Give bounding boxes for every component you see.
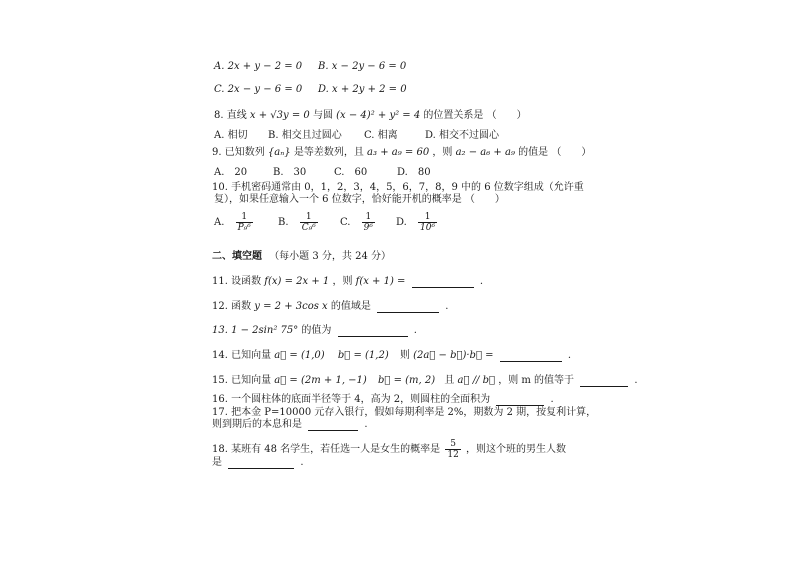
q10-option-a-label: A. xyxy=(214,217,225,228)
q9-stem xyxy=(212,147,591,159)
q13-answer-blank[interactable] xyxy=(338,326,408,337)
q15-stem-a: 15. 已知向量 xyxy=(212,375,272,386)
q11-stem-math2: f(x + 1) = xyxy=(355,276,406,287)
q16-stem: 16. 一个圆柱体的底面半径等于 4，高为 2，则圆柱的全面积为 xyxy=(212,394,491,405)
q14-stem-math3: (2a⃗ − b⃗)·b⃗ = xyxy=(413,350,494,361)
q18-stem-b: ，则这个班的男生人数 xyxy=(466,444,566,455)
q18-fraction xyxy=(445,439,460,460)
q14 xyxy=(212,350,571,362)
section-2-title: 二、填空题 xyxy=(212,251,262,262)
q17-stem-end: . xyxy=(364,419,368,430)
q18-fraction-den: 12 xyxy=(447,450,459,460)
q14-stem-math2: b⃗ = (1,2) xyxy=(337,350,389,361)
q9-stem-a: 9. 已知数列 xyxy=(212,147,265,158)
q15-stem-math2: b⃗ = (m, 2) xyxy=(378,375,436,386)
q8-option-a: A. 相切 xyxy=(214,130,248,141)
q7-option-b-text: B. x − 2y − 6 = 0 xyxy=(318,61,407,72)
q11-stem-end: . xyxy=(479,276,484,287)
q10-option-d-label: D. xyxy=(396,217,407,228)
q9-stem-c: ，则 xyxy=(432,147,453,158)
q13 xyxy=(212,325,417,337)
q10-option-c-den: 9⁶ xyxy=(363,223,374,233)
q10-option-b xyxy=(278,212,320,233)
q10-option-a-num: 1 xyxy=(236,212,253,223)
q17-answer-blank[interactable] xyxy=(308,420,358,431)
q15-stem-end: . xyxy=(634,375,638,386)
q17-line1: 17. 把本金 P=10000 元存入银行，假如每期利率是 2%，期数为 2 期，按复利计算， xyxy=(212,407,597,418)
q18-stem-line2: 是 xyxy=(212,457,222,468)
q8-option-b: B. 相交且过圆心 xyxy=(268,130,342,141)
q8-stem-math1: x + √3y = 0 xyxy=(249,110,310,121)
q8-option-c: C. 相离 xyxy=(364,130,398,141)
q11-answer-blank[interactable] xyxy=(412,277,474,288)
q10-option-a-den: P₉⁶ xyxy=(237,223,251,233)
q9-stem-math2: a₃ + a₉ = 60 xyxy=(367,147,430,158)
q11-stem-a: 11. 设函数 xyxy=(212,276,262,287)
q13-stem-b: 的值为 xyxy=(301,325,332,336)
q9-option-d: D. 80 xyxy=(397,167,431,178)
q16 xyxy=(212,394,554,406)
q10-option-b-label: B. xyxy=(278,217,289,228)
q7-option-a xyxy=(214,61,302,73)
q8-stem-b: 与圆 xyxy=(312,110,333,121)
q10-option-b-num: 1 xyxy=(300,212,318,223)
q17-stem-line2: 则到期后的本息和是 xyxy=(212,419,302,430)
q10-option-b-fraction xyxy=(300,212,318,233)
q10-option-c-label: C. xyxy=(340,217,351,228)
q15-stem-math1: a⃗ = (2m + 1, −1) xyxy=(274,375,367,386)
q10-option-d-num: 1 xyxy=(418,212,437,223)
q9-stem-b: 是等差数列，且 xyxy=(293,147,364,158)
q13-stem-math: 13. 1 − 2sin² 75° xyxy=(212,325,299,336)
q12 xyxy=(212,301,448,313)
q9-option-a: A. 20 xyxy=(214,167,248,178)
q9-option-c: C. 60 xyxy=(334,167,368,178)
q10-option-c-fraction xyxy=(362,212,375,233)
q10-option-a-fraction xyxy=(236,212,253,233)
q15-stem-math3: a⃗ // b⃗ xyxy=(457,375,496,386)
q10-option-b-den: C₉⁶ xyxy=(301,223,316,233)
q9-stem-math1: {aₙ} xyxy=(267,147,291,158)
q11-stem-math: f(x) = 2x + 1 xyxy=(264,276,330,287)
q12-stem-b: 的值域是 xyxy=(330,301,371,312)
q15-stem-b: 且 xyxy=(444,375,455,386)
q10-option-d xyxy=(396,212,439,233)
q12-stem-math: y = 2 + 3cos x xyxy=(254,301,328,312)
q18-line2 xyxy=(212,457,304,469)
q18-answer-blank[interactable] xyxy=(228,458,294,469)
q15 xyxy=(212,375,638,387)
q17-line2 xyxy=(212,419,368,431)
q18-stem-end: . xyxy=(300,457,304,468)
q15-stem-c: ，则 m 的值等于 xyxy=(498,375,575,386)
q12-stem-end: . xyxy=(445,301,449,312)
q7-option-c-text: C. 2x − y − 6 = 0 xyxy=(214,84,303,95)
q7-option-c xyxy=(214,84,302,96)
section-2-note: （每小题 3 分，共 24 分） xyxy=(269,251,391,262)
q8-stem-c: 的位置关系是 （ ） xyxy=(423,110,527,121)
q15-answer-blank[interactable] xyxy=(580,376,628,387)
q9-stem-math3: a₂ − a₆ + a₉ xyxy=(455,147,515,158)
q12-answer-blank[interactable] xyxy=(377,302,439,313)
section-2-header xyxy=(212,251,391,263)
q8-stem xyxy=(214,110,527,122)
q14-answer-blank[interactable] xyxy=(500,351,562,362)
q10-option-d-fraction xyxy=(418,212,437,233)
q11 xyxy=(212,276,483,288)
q8-option-d: D. 相交不过圆心 xyxy=(425,130,500,141)
q16-stem-end: . xyxy=(550,394,554,405)
q10-option-c xyxy=(340,212,377,233)
q10-option-d-den: 10⁶ xyxy=(420,223,436,233)
q18-fraction-num: 5 xyxy=(445,439,460,450)
q10-stem-line1: 10. 手机密码通常由 0，1，2，3，4，5，6，7，8，9 中的 6 位数字组成（允许重 xyxy=(212,182,584,193)
q9-stem-d: 的值是 （ ） xyxy=(518,147,592,158)
q8-stem-math2: (x − 4)² + y² = 4 xyxy=(336,110,421,121)
q7-option-b xyxy=(318,61,406,73)
q18-stem-a: 18. 某班有 48 名学生，若任选一人是女生的概率是 xyxy=(212,444,441,455)
q10-option-c-num: 1 xyxy=(362,212,375,223)
q9-option-b: B. 30 xyxy=(273,167,307,178)
q12-stem-a: 12. 函数 xyxy=(212,301,252,312)
q14-stem-end: . xyxy=(567,350,572,361)
q7-option-d-text: D. x + 2y + 2 = 0 xyxy=(318,84,407,95)
q10-option-a xyxy=(214,212,255,233)
q14-stem-math1: a⃗ = (1,0) xyxy=(274,350,325,361)
q11-stem-b: ，则 xyxy=(332,276,353,287)
q14-stem-b: 则 xyxy=(399,350,410,361)
q14-stem-a: 14. 已知向量 xyxy=(212,350,272,361)
q16-answer-blank[interactable] xyxy=(496,395,544,406)
q7-option-a-text: A. 2x + y − 2 = 0 xyxy=(214,61,303,72)
q8-stem-a: 8. 直线 xyxy=(214,110,247,121)
q10-stem-line2: 复），如果任意输入一个 6 位数字，恰好能开机的概率是 （ ） xyxy=(214,194,505,205)
q7-option-d xyxy=(318,84,407,96)
q13-stem-end: . xyxy=(413,325,417,336)
